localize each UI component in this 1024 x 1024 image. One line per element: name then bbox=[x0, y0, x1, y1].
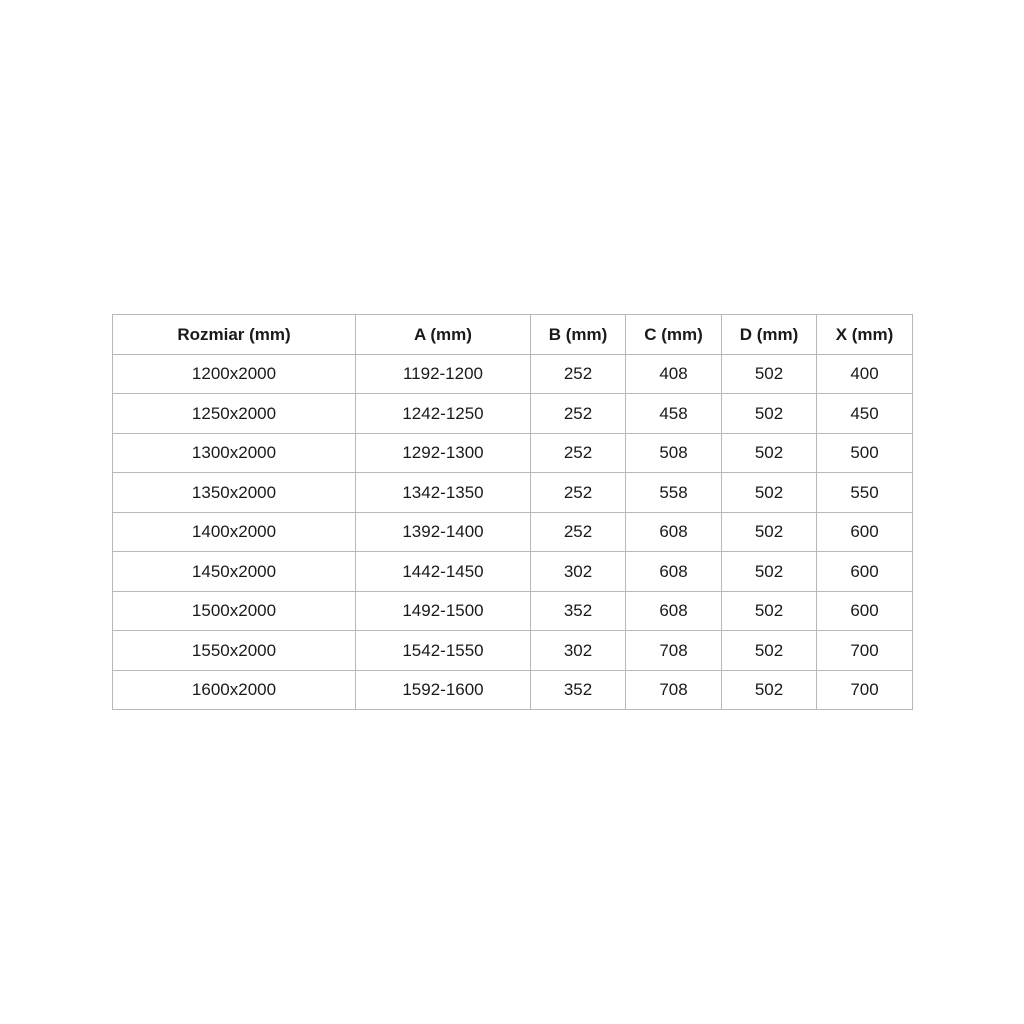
cell-x: 700 bbox=[817, 670, 913, 710]
cell-c: 608 bbox=[626, 552, 722, 592]
table-row bbox=[113, 433, 913, 473]
cell-b: 302 bbox=[531, 552, 626, 592]
cell-d: 502 bbox=[722, 473, 817, 513]
cell-d: 502 bbox=[722, 631, 817, 671]
header-rozmiar: Rozmiar (mm) bbox=[113, 315, 356, 355]
table-row bbox=[113, 591, 913, 631]
cell-x: 600 bbox=[817, 591, 913, 631]
cell-rozmiar: 1400x2000 bbox=[113, 512, 356, 552]
cell-b: 302 bbox=[531, 631, 626, 671]
cell-a: 1192-1200 bbox=[356, 354, 531, 394]
cell-d: 502 bbox=[722, 394, 817, 434]
cell-rozmiar: 1600x2000 bbox=[113, 670, 356, 710]
cell-c: 508 bbox=[626, 433, 722, 473]
cell-a: 1542-1550 bbox=[356, 631, 531, 671]
cell-b: 252 bbox=[531, 473, 626, 513]
cell-d: 502 bbox=[722, 433, 817, 473]
cell-a: 1242-1250 bbox=[356, 394, 531, 434]
cell-x: 500 bbox=[817, 433, 913, 473]
cell-a: 1292-1300 bbox=[356, 433, 531, 473]
cell-x: 400 bbox=[817, 354, 913, 394]
cell-c: 608 bbox=[626, 512, 722, 552]
table-row bbox=[113, 552, 913, 592]
header-a: A (mm) bbox=[356, 315, 531, 355]
cell-a: 1342-1350 bbox=[356, 473, 531, 513]
cell-c: 558 bbox=[626, 473, 722, 513]
cell-c: 408 bbox=[626, 354, 722, 394]
header-row bbox=[113, 315, 913, 355]
table-row bbox=[113, 512, 913, 552]
cell-d: 502 bbox=[722, 670, 817, 710]
cell-rozmiar: 1250x2000 bbox=[113, 394, 356, 434]
cell-rozmiar: 1450x2000 bbox=[113, 552, 356, 592]
cell-b: 252 bbox=[531, 433, 626, 473]
cell-c: 708 bbox=[626, 631, 722, 671]
cell-a: 1592-1600 bbox=[356, 670, 531, 710]
cell-x: 450 bbox=[817, 394, 913, 434]
table-row bbox=[113, 631, 913, 671]
header-x: X (mm) bbox=[817, 315, 913, 355]
header-c: C (mm) bbox=[626, 315, 722, 355]
header-b: B (mm) bbox=[531, 315, 626, 355]
cell-c: 458 bbox=[626, 394, 722, 434]
cell-rozmiar: 1350x2000 bbox=[113, 473, 356, 513]
cell-rozmiar: 1300x2000 bbox=[113, 433, 356, 473]
cell-x: 600 bbox=[817, 552, 913, 592]
cell-c: 708 bbox=[626, 670, 722, 710]
cell-a: 1442-1450 bbox=[356, 552, 531, 592]
cell-a: 1392-1400 bbox=[356, 512, 531, 552]
cell-d: 502 bbox=[722, 552, 817, 592]
table-row bbox=[113, 394, 913, 434]
table-row bbox=[113, 670, 913, 710]
cell-x: 600 bbox=[817, 512, 913, 552]
table-row bbox=[113, 354, 913, 394]
cell-b: 252 bbox=[531, 354, 626, 394]
cell-d: 502 bbox=[722, 512, 817, 552]
cell-b: 252 bbox=[531, 394, 626, 434]
cell-rozmiar: 1200x2000 bbox=[113, 354, 356, 394]
cell-b: 352 bbox=[531, 670, 626, 710]
dimensions-table bbox=[112, 314, 913, 710]
cell-d: 502 bbox=[722, 354, 817, 394]
cell-rozmiar: 1500x2000 bbox=[113, 591, 356, 631]
cell-rozmiar: 1550x2000 bbox=[113, 631, 356, 671]
cell-b: 352 bbox=[531, 591, 626, 631]
cell-x: 700 bbox=[817, 631, 913, 671]
cell-c: 608 bbox=[626, 591, 722, 631]
cell-b: 252 bbox=[531, 512, 626, 552]
header-d: D (mm) bbox=[722, 315, 817, 355]
table-row bbox=[113, 473, 913, 513]
cell-d: 502 bbox=[722, 591, 817, 631]
cell-x: 550 bbox=[817, 473, 913, 513]
cell-a: 1492-1500 bbox=[356, 591, 531, 631]
